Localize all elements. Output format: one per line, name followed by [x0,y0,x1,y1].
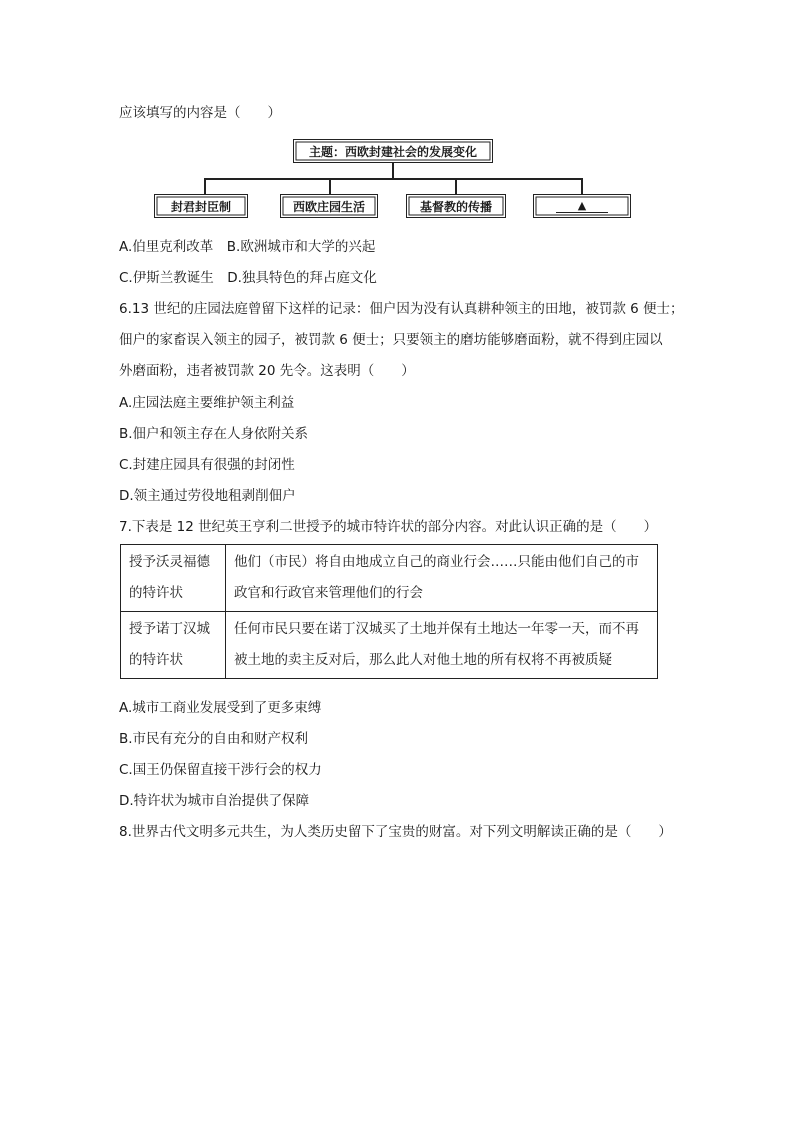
charter-name-cell [121,612,226,679]
q7-option-a: A.城市工商业发展受到了更多束缚 [119,700,322,716]
question-intro: 应该填写的内容是（ ） [119,105,281,121]
diagram-item-4-blank [533,194,631,218]
q6-stem-line2: 佃户的家畜误入领主的园子，被罚款 6 便士；只要领主的磨坊能够磨面粉，就不得到庄园以 [119,332,663,348]
q7-stem: 7.下表是 12 世纪英王亨利二世授予的城市特许状的部分内容。对此认识正确的是（ ） [119,519,658,535]
triangle-marker: ▲ [556,199,608,213]
q6-stem-line1: 6.13 世纪的庄园法庭曾留下这样的记录：佃户因为没有认真耕种领主的田地，被罚款 6 便士； [119,301,684,317]
diagram-drop-3 [455,178,457,194]
charter-content-cell [226,545,658,612]
charter-name-line: 授予诺丁汉城 [129,621,210,637]
q6-stem-line3: 外磨面粉，违者被罚款 20 先令。这表明（ ） [119,363,415,379]
diagram-theme-box: 主题：西欧封建社会的发展变化 [293,139,493,163]
diagram-bar-line [204,178,582,180]
q6-option-a: A.庄园法庭主要维护领主利益 [119,395,295,411]
charter-name-line: 授予沃灵福德 [129,554,210,570]
charter-name-cell [121,545,226,612]
charter-name-line: 的特许状 [129,585,183,601]
table-row [121,612,658,679]
charter-content-line: 他们（市民）将自由地成立自己的商业行会……只能由他们自己的市 [234,554,639,570]
q5-options-line1: A.伯里克利改革 B.欧洲城市和大学的兴起 [119,239,376,255]
charter-content-line: 任何市民只要在诺丁汉城买了土地并保有土地达一年零一天，而不再 [234,621,639,637]
diagram-drop-2 [329,178,331,194]
charter-content-cell [226,612,658,679]
q8-stem: 8.世界古代文明多元共生，为人类历史留下了宝贵的财富。对下列文明解读正确的是（ ） [119,824,672,840]
q7-option-d: D.特许状为城市自治提供了保障 [119,793,310,809]
q6-option-d: D.领主通过劳役地租剥削佃户 [119,488,296,504]
diagram-drop-4 [581,178,583,194]
diagram-item-3: 基督教的传播 [406,194,506,218]
q6-option-b: B.佃户和领主存在人身依附关系 [119,426,309,442]
theme-diagram [150,137,640,221]
charter-content-line: 被土地的卖主反对后，那么此人对他土地的所有权将不再被质疑 [234,652,612,668]
table-row [121,545,658,612]
charter-table [120,544,658,679]
diagram-stem-line [392,163,394,178]
q6-option-c: C.封建庄园具有很强的封闭性 [119,457,295,473]
diagram-drop-1 [204,178,206,194]
charter-name-line: 的特许状 [129,652,183,668]
q7-option-b: B.市民有充分的自由和财产权利 [119,731,309,747]
q5-options-line2: C.伊斯兰教诞生 D.独具特色的拜占庭文化 [119,270,377,286]
charter-content-line: 政官和行政官来管理他们的行会 [234,585,423,601]
diagram-item-2: 西欧庄园生活 [280,194,378,218]
diagram-item-1: 封君封臣制 [154,194,248,218]
q7-option-c: C.国王仍保留直接干涉行会的权力 [119,762,322,778]
